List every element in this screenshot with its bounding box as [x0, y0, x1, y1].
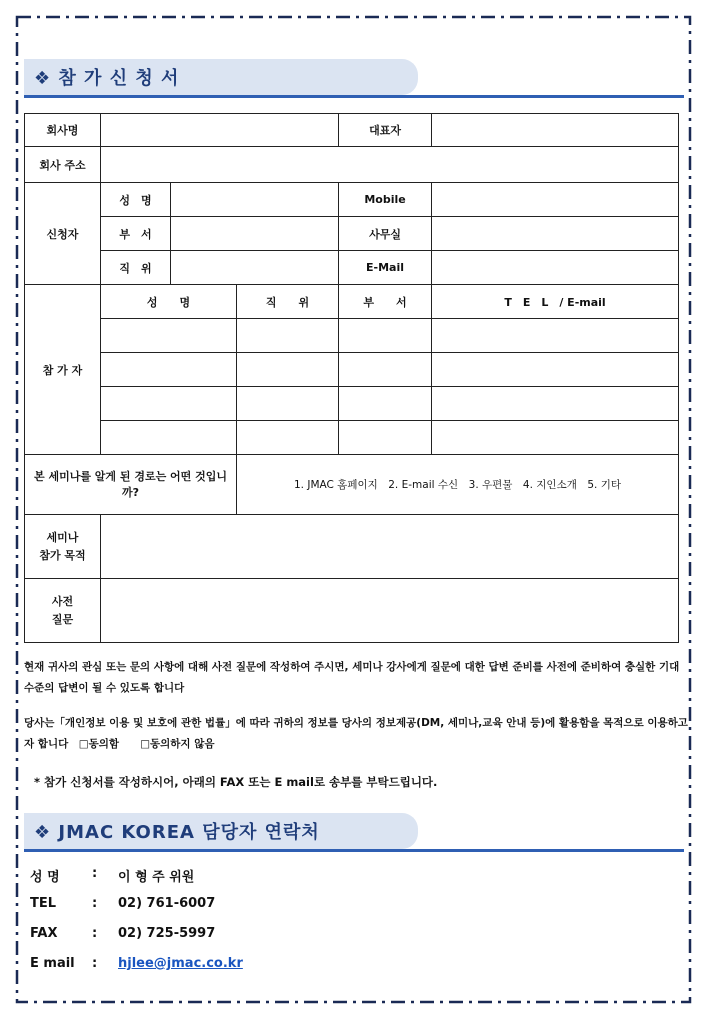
route-options[interactable]: 1. JMAC 홈페이지 2. E-mail 수신 3. 우편물 4. 지인소개 5. 기타 [237, 455, 679, 515]
representative-label: 대표자 [339, 114, 432, 147]
route-question-label: 본 세미나를 알게 된 경로는 어떤 것입니까? [25, 455, 237, 515]
table-row [25, 251, 679, 285]
applicant-label: 신청자 [25, 183, 101, 285]
applicant-department-label: 부 서 [101, 217, 171, 251]
participant-department-field[interactable] [339, 319, 432, 353]
notice-privacy-consent: 당사는「개인정보 이용 및 보호에 관한 법률」에 따라 귀하의 정보를 당사의 정보제공(DM, 세미나,교육 안내 등)에 활용함을 목적으로 이용하고자 합니다 □동의함 □동의하지 않음 [24, 717, 688, 750]
participants-label: 참 가 자 [25, 285, 101, 455]
applicant-position-field[interactable] [171, 251, 339, 285]
contact-tel-value: 02) 761-6007 [118, 896, 216, 911]
company-address-field[interactable] [101, 147, 679, 183]
table-row [25, 319, 679, 353]
contact-tel-label: TEL [30, 896, 57, 911]
table-row [25, 421, 679, 455]
participant-department-field[interactable] [339, 421, 432, 455]
participant-col-position: 직 위 [237, 285, 339, 319]
participant-contact-field[interactable] [432, 353, 679, 387]
participant-name-field[interactable] [101, 353, 237, 387]
contact-name-label: 성 명 [30, 870, 60, 885]
table-row [25, 387, 679, 421]
participant-department-field[interactable] [339, 387, 432, 421]
section-header-application [24, 59, 418, 95]
table-row [25, 217, 679, 251]
email-field[interactable] [432, 251, 679, 285]
participant-col-tel-email: T E L / E-mail [432, 285, 679, 319]
purpose-field[interactable] [101, 515, 679, 579]
section-divider [24, 849, 684, 852]
table-row [25, 353, 679, 387]
participant-position-field[interactable] [237, 319, 339, 353]
participant-contact-field[interactable] [432, 387, 679, 421]
contact-email-link[interactable]: hjlee@jmac.co.kr [118, 956, 243, 971]
section-divider [24, 95, 684, 98]
notice-submission: * 참가 신청서를 작성하시어, 아래의 FAX 또는 E mail로 송부를 부탁드립니다. [34, 775, 438, 789]
contact-name-value: 이 형 주 위원 [118, 870, 195, 885]
company-name-label: 회사명 [25, 114, 101, 147]
participant-contact-field[interactable] [432, 319, 679, 353]
pre-question-field[interactable] [101, 579, 679, 643]
table-row [25, 114, 679, 147]
applicant-name-label: 성 명 [101, 183, 171, 217]
contact-fax-label: FAX [30, 926, 58, 941]
table-row [25, 183, 679, 217]
participant-position-field[interactable] [237, 421, 339, 455]
applicant-position-label: 직 위 [101, 251, 171, 285]
participant-name-field[interactable] [101, 421, 237, 455]
contact-email-label: E mail [30, 956, 75, 971]
table-row [25, 515, 679, 579]
mobile-label: Mobile [339, 183, 432, 217]
section-header-contact [24, 813, 418, 849]
pre-question-label: 사전 질문 [25, 579, 101, 643]
applicant-name-field[interactable] [171, 183, 339, 217]
participant-col-name: 성 명 [101, 285, 237, 319]
company-address-label: 회사 주소 [25, 147, 101, 183]
representative-field[interactable] [432, 114, 679, 147]
mobile-field[interactable] [432, 183, 679, 217]
table-row [25, 455, 679, 515]
participant-position-field[interactable] [237, 387, 339, 421]
participant-department-field[interactable] [339, 353, 432, 387]
table-row [25, 147, 679, 183]
participant-position-field[interactable] [237, 353, 339, 387]
participant-col-department: 부 서 [339, 285, 432, 319]
participant-contact-field[interactable] [432, 421, 679, 455]
purpose-label: 세미나 참가 목적 [25, 515, 101, 579]
contact-fax-value: 02) 725-5997 [118, 926, 216, 941]
notice-pre-question: 현재 귀사의 관심 또는 문의 사항에 대해 사전 질문에 작성하여 주시면, 세미나 강사에게 질문에 대한 답변 준비를 사전에 준비하여 충실한 기대 수준의 답변이 될 수 있도록 합니다 [24, 661, 680, 694]
office-label: 사무실 [339, 217, 432, 251]
participant-name-field[interactable] [101, 387, 237, 421]
section-title-contact: ❖ JMAC KOREA 담당자 연락처 [34, 822, 320, 843]
section-title-application: ❖ 참 가 신 청 서 [34, 68, 180, 89]
application-form-table [24, 113, 679, 643]
office-field[interactable] [432, 217, 679, 251]
table-row [25, 285, 679, 319]
participant-name-field[interactable] [101, 319, 237, 353]
applicant-department-field[interactable] [171, 217, 339, 251]
email-label: E-Mail [339, 251, 432, 285]
table-row [25, 579, 679, 643]
company-name-field[interactable] [101, 114, 339, 147]
